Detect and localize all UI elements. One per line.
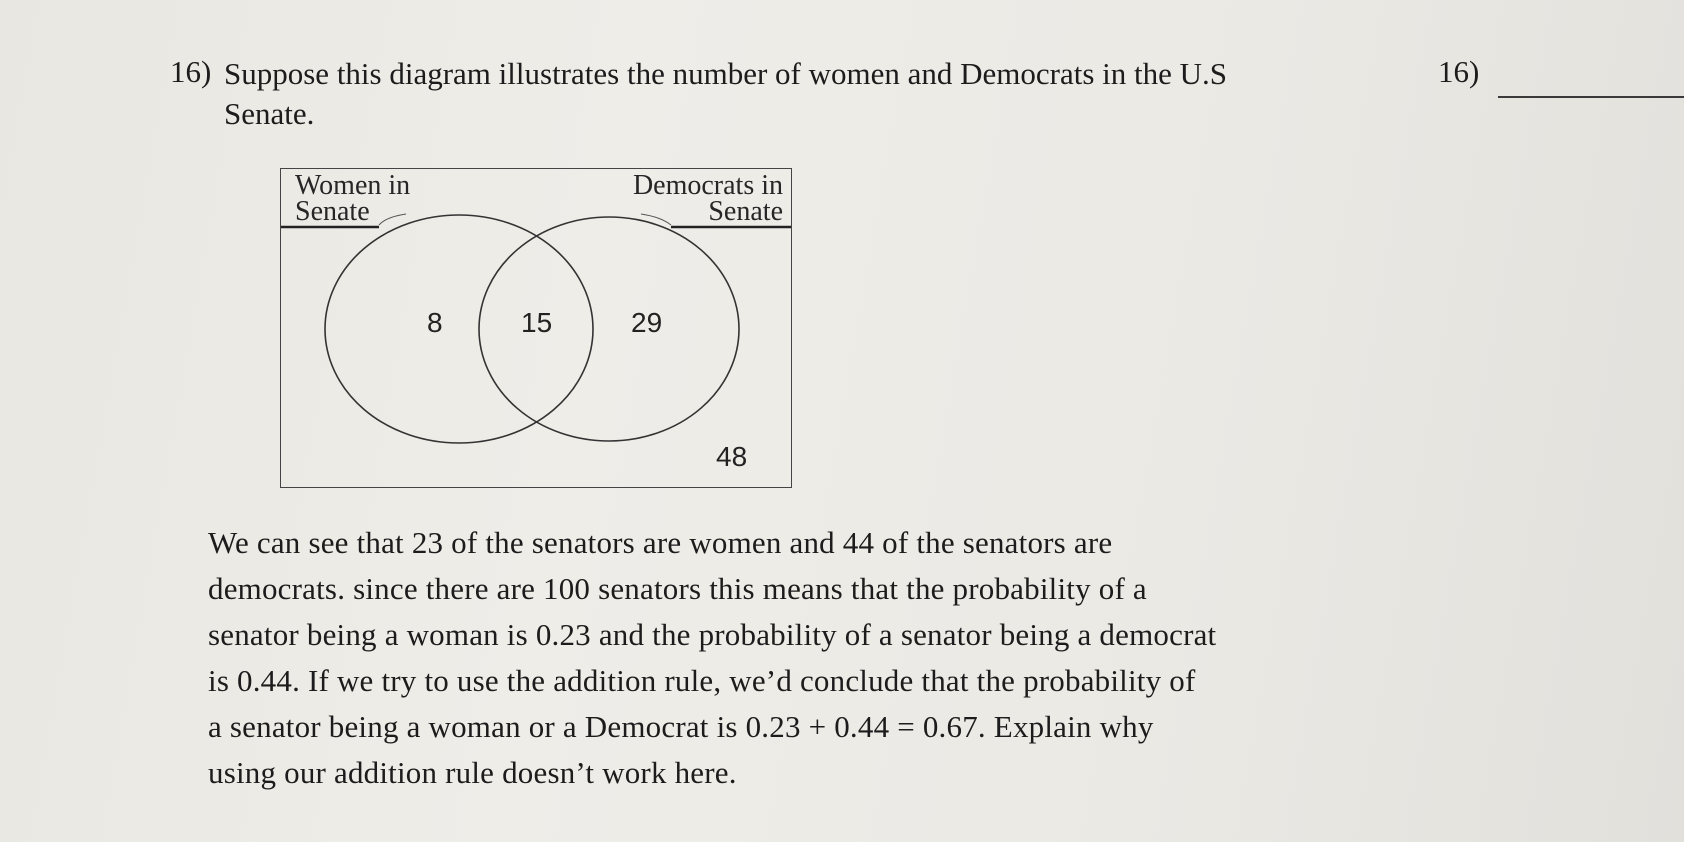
democrats-label-line1: Democrats in xyxy=(632,170,783,201)
women-circle xyxy=(325,215,593,443)
paragraph-line: using our addition rule doesn’t work here. xyxy=(208,755,737,790)
paragraph-line: senator being a woman is 0.23 and the probability of a senator being a democrat xyxy=(208,617,1217,652)
democrats-label-line2: Senate xyxy=(708,196,783,227)
women-label-line2: Senate xyxy=(295,196,370,227)
answer-label: 16) xyxy=(1438,54,1480,89)
women-label-line1: Women in xyxy=(295,170,411,201)
neither-count: 48 xyxy=(716,441,748,472)
paragraph-line: is 0.44. If we try to use the addition rule, we’d conclude that the probability of xyxy=(208,663,1196,698)
paragraph-line: We can see that 23 of the senators are women and 44 of the senators are xyxy=(208,525,1113,560)
women-only-count: 8 xyxy=(427,307,443,338)
question-text-line1: Suppose this diagram illustrates the number of women and Democrats in the U.S xyxy=(224,56,1228,91)
explanation-paragraph xyxy=(208,520,1458,796)
democrats-only-count: 29 xyxy=(631,307,663,338)
venn-diagram xyxy=(280,168,792,488)
democrats-label xyxy=(632,170,783,227)
question-number: 16) xyxy=(170,54,212,89)
paragraph-line: a senator being a woman or a Democrat is 0.23 + 0.44 = 0.67. Explain why xyxy=(208,709,1154,744)
paragraph-line: democrats. since there are 100 senators this means that the probability of a xyxy=(208,571,1147,606)
women-label xyxy=(295,170,411,227)
question-text xyxy=(224,54,1424,134)
question-text-line2: Senate. xyxy=(224,96,315,131)
answer-blank[interactable] xyxy=(1498,96,1684,98)
democrats-circle xyxy=(479,217,739,441)
intersection-count: 15 xyxy=(521,307,553,338)
